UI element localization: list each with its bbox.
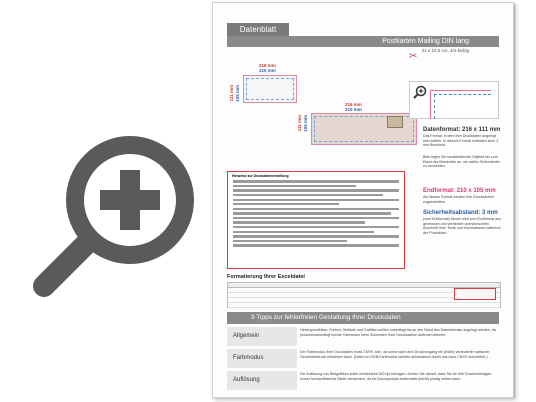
datasheet-page[interactable]: [212, 2, 514, 398]
stamp-icon: [387, 116, 403, 128]
card-small-diagram: [243, 75, 297, 103]
excel-format-table: [227, 282, 501, 308]
tip-text: Die Auflösung von Bildgrafiken sollte mindestens 300 dpi betragen. Achten Sie darauf, dass Sie für Ihre Druckunterlagen immer hochauflösende Bilder verwenden, da Ihr Druckprodukt andernfalls (leicht) pixelig wirken kann.: [300, 372, 492, 381]
data-format-note: Bitte legen Sie randabfallende Objekte bis zum Rand des Beschnitts an, um weiße Seitenränder zu vermeiden.: [423, 155, 501, 169]
datasheet-tab: Datenblatt: [227, 23, 289, 36]
tip-row: [227, 371, 499, 392]
tip-key: Farbmodus: [227, 349, 297, 368]
tips-title: 3 Tipps zur fehlerfreien Gestaltung Ihrer Druckdaten: [227, 312, 499, 324]
card-small-height-inner: 105 mm: [235, 85, 240, 102]
card-small-height-outer: 111 mm: [229, 85, 234, 102]
product-title: Postkarten Mailing DIN lang: [227, 36, 499, 47]
tip-text: Der Farbmodus Ihrer Druckdaten muss CMYK sein, da sonst nach dem Druckvorgang ein (leicht) veränderter optischer Gesamteindruck entstehen kann. (Daten im RGB-Farbmodus werden automatisch durch uns nach CMYK konvertiert.): [300, 350, 490, 359]
tip-key: Allgemein: [227, 327, 297, 346]
end-format-text: Auf dieses Format werden Ihre Drucksachen zugeschnitten.: [423, 195, 495, 204]
end-format-title: Endformat: 210 x 105 mm: [423, 188, 496, 194]
tip-key: Auflösung: [227, 371, 297, 390]
data-format-text: Das Format, in dem Ihre Druckdaten angelegt sein sollten. In diesem Format enthalten sind: 3 mm Beschnitt.: [423, 134, 499, 148]
tip-text: Hintergrundbilder, Farben, Verläufe und Grafiken sollten unbedingt bis an den Rand des Datenformats angelegt werden, da produktionsbedingt leichte Toleranzen beim Schneiden Ihrer Drucksachen auftreten können.: [300, 328, 496, 337]
safety-title: Sicherheitsabstand: 3 mm: [423, 210, 498, 216]
zoom-in-icon[interactable]: [30, 125, 205, 300]
format-heading: Formatierung Ihrer Exceldatei: [227, 274, 305, 280]
notes-box: [227, 171, 405, 269]
scissors-icon: ✂: [409, 51, 418, 62]
data-format-title: Datenformat: 216 x 111 mm: [423, 127, 501, 133]
product-subtitle: 21 x 10,5 cm, 4/4-farbig: [421, 48, 469, 53]
card-large-width-outer: 216 mm: [345, 102, 362, 107]
card-large-width-inner: 210 mm: [345, 107, 362, 112]
safety-text: (vom Endformat) Dieser wird vom Endformat aus gemessen und verhindert unerwünschten Anschnitt Ihrer Texte und Informationen während der Produktion.: [423, 217, 501, 235]
card-large-height-inner: 105 mm: [303, 115, 308, 132]
card-large-height-outer: 111 mm: [297, 115, 302, 132]
tip-row: [227, 349, 499, 370]
card-small-width-inner: 210 mm: [259, 68, 276, 73]
card-small-width-outer: 216 mm: [259, 63, 276, 68]
notes-heading: Hinweise zur Druckdatenerstellung: [232, 174, 289, 178]
tip-row: [227, 327, 499, 348]
zoom-small-icon: [413, 85, 427, 99]
